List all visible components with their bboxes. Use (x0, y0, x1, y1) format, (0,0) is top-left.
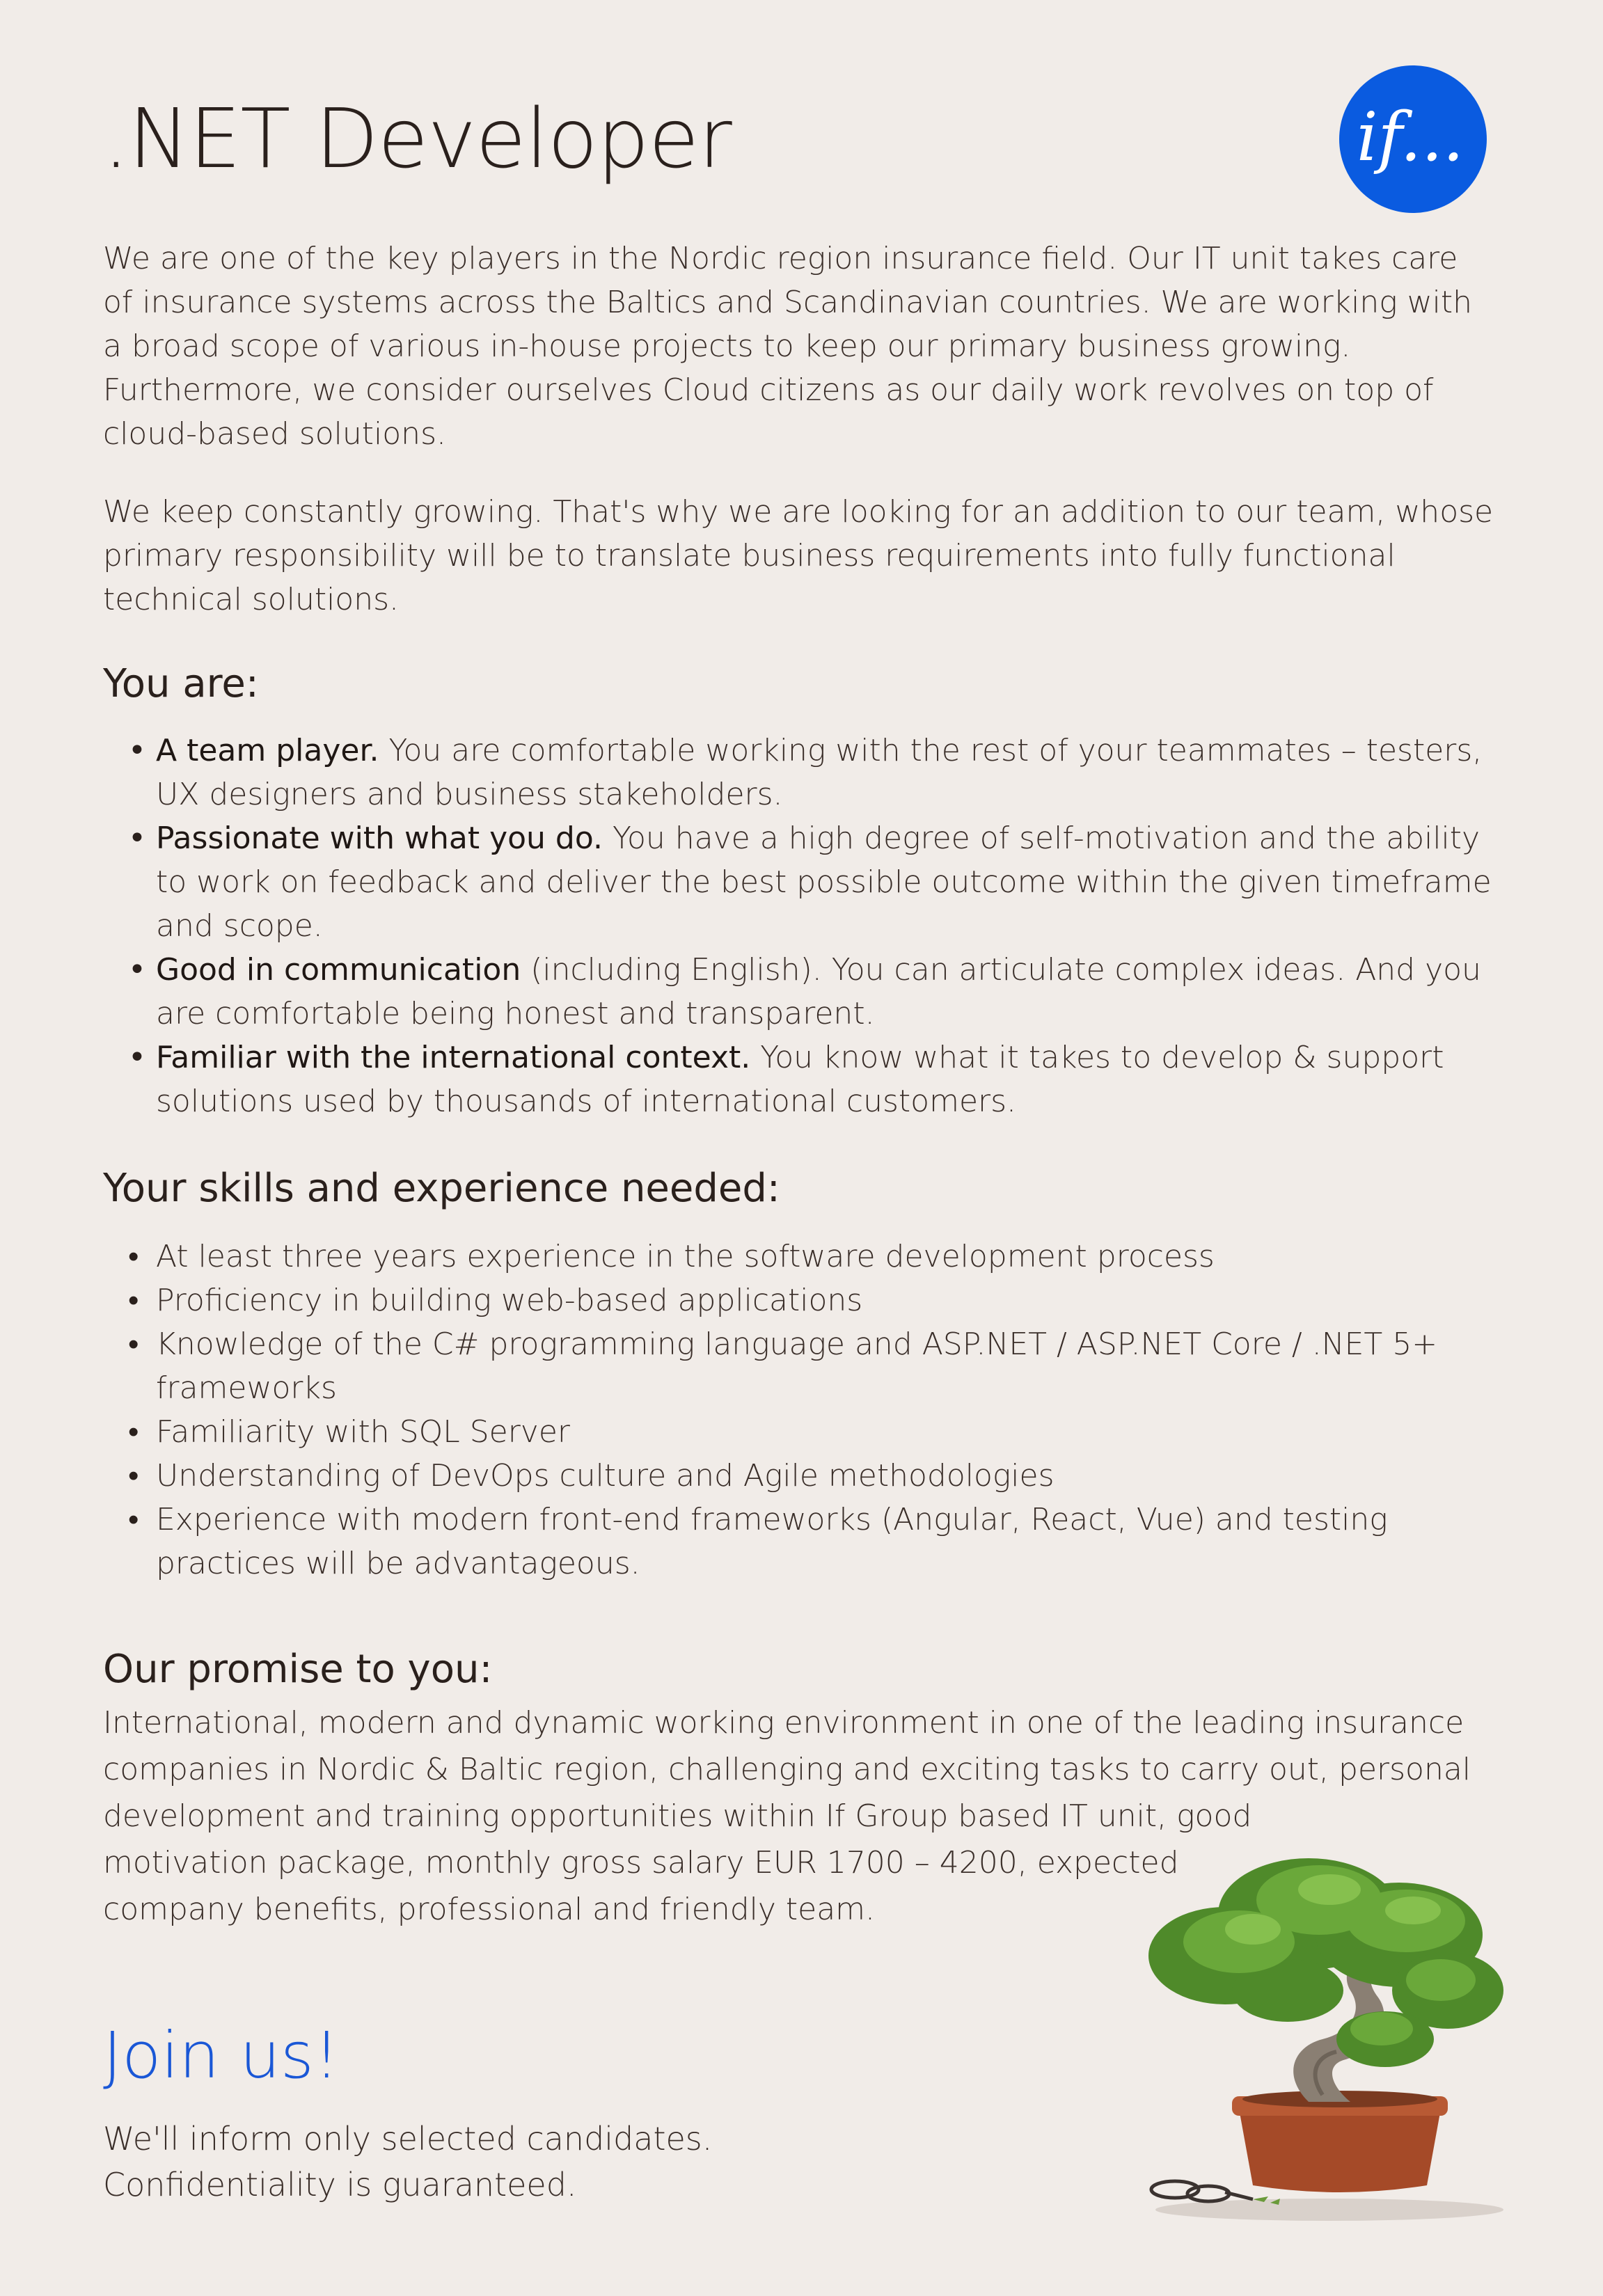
list-item (103, 729, 1495, 816)
footer-line: Confidentiality is guaranteed. (103, 2166, 577, 2203)
footer-notes (103, 2116, 712, 2208)
trait-description: You know what it takes to develop & support solutions used by thousands of international customers. (156, 1040, 1444, 1119)
skills-list (103, 1235, 1495, 1585)
trait-title: Good in communication (156, 952, 521, 988)
intro-paragraph-2 (103, 490, 1495, 621)
list-item: • Understanding of DevOps culture and Agile methodologies (103, 1454, 1495, 1498)
intro-text-1: We are one of the key players in the Nordic region insurance field. Our IT unit takes care of insurance systems across the Baltics and Scandinavian countries. We are working with a broad scope of various in-house projects to keep our primary business growing. Furthermore, we consider ourselves Cloud citizens as our daily work revolves on top of cloud-based solutions. (103, 241, 1473, 452)
promise-line: development and training opportunities within If Group based IT unit, good (103, 1798, 1252, 1834)
promise-line: motivation package, monthly gross salary EUR 1700 – 4200, expected (103, 1845, 1179, 1881)
skills-heading: Your skills and experience needed: (103, 1166, 780, 1211)
footer-line: We'll inform only selected candidates. (103, 2120, 713, 2158)
you-are-heading: You are: (103, 661, 259, 706)
bonsai-tree-illustration (1121, 1851, 1510, 2227)
promise-heading: Our promise to you: (103, 1647, 493, 1692)
list-item: • Familiarity with SQL Server (103, 1410, 1495, 1454)
list-item (103, 816, 1495, 948)
list-item (103, 1036, 1495, 1123)
trait-title: Passionate with what you do. (156, 821, 603, 856)
promise-line: International, modern and dynamic working environment in one of the leading insurance (103, 1705, 1464, 1741)
promise-line: company benefits, professional and friendly team. (103, 1892, 876, 1927)
intro-paragraph-1 (103, 237, 1495, 456)
list-item: • Knowledge of the C# programming language and ASP.NET / ASP.NET Core / .NET 5+ frameworks (103, 1322, 1495, 1410)
if-logo (1338, 64, 1488, 214)
page-title: .NET Developer (103, 90, 732, 187)
list-item: • Proficiency in building web-based applications (103, 1278, 1495, 1322)
join-us-heading: Join us! (103, 2018, 340, 2093)
trait-description: You have a high degree of self-motivation and the ability to work on feedback and deliver the best possible outcome within the given timeframe and scope. (156, 821, 1492, 944)
list-item: • At least three years experience in the software development process (103, 1235, 1495, 1278)
list-item: • Experience with modern front-end frameworks (Angular, React, Vue) and testing practices will be advantageous. (103, 1498, 1495, 1585)
scissors-icon (1151, 2181, 1253, 2201)
trait-title: A team player. (156, 733, 379, 768)
trait-description: (including English). You can articulate complex ideas. And you are comfortable being honest and transparent. (156, 952, 1481, 1031)
promise-line: companies in Nordic & Baltic region, challenging and exciting tasks to carry out, personal (103, 1752, 1471, 1787)
trait-description: You are comfortable working with the rest of your teammates – testers, UX designers and business stakeholders. (156, 733, 1483, 812)
list-item (103, 948, 1495, 1036)
intro-text-2: We keep constantly growing. That's why we are looking for an addition to our team, whose primary responsibility will be to translate business requirements into fully functional technical solutions. (103, 494, 1494, 617)
trait-title: Familiar with the international context. (156, 1040, 751, 1075)
you-are-list (103, 729, 1495, 1123)
logo-text: if... (1356, 98, 1464, 176)
